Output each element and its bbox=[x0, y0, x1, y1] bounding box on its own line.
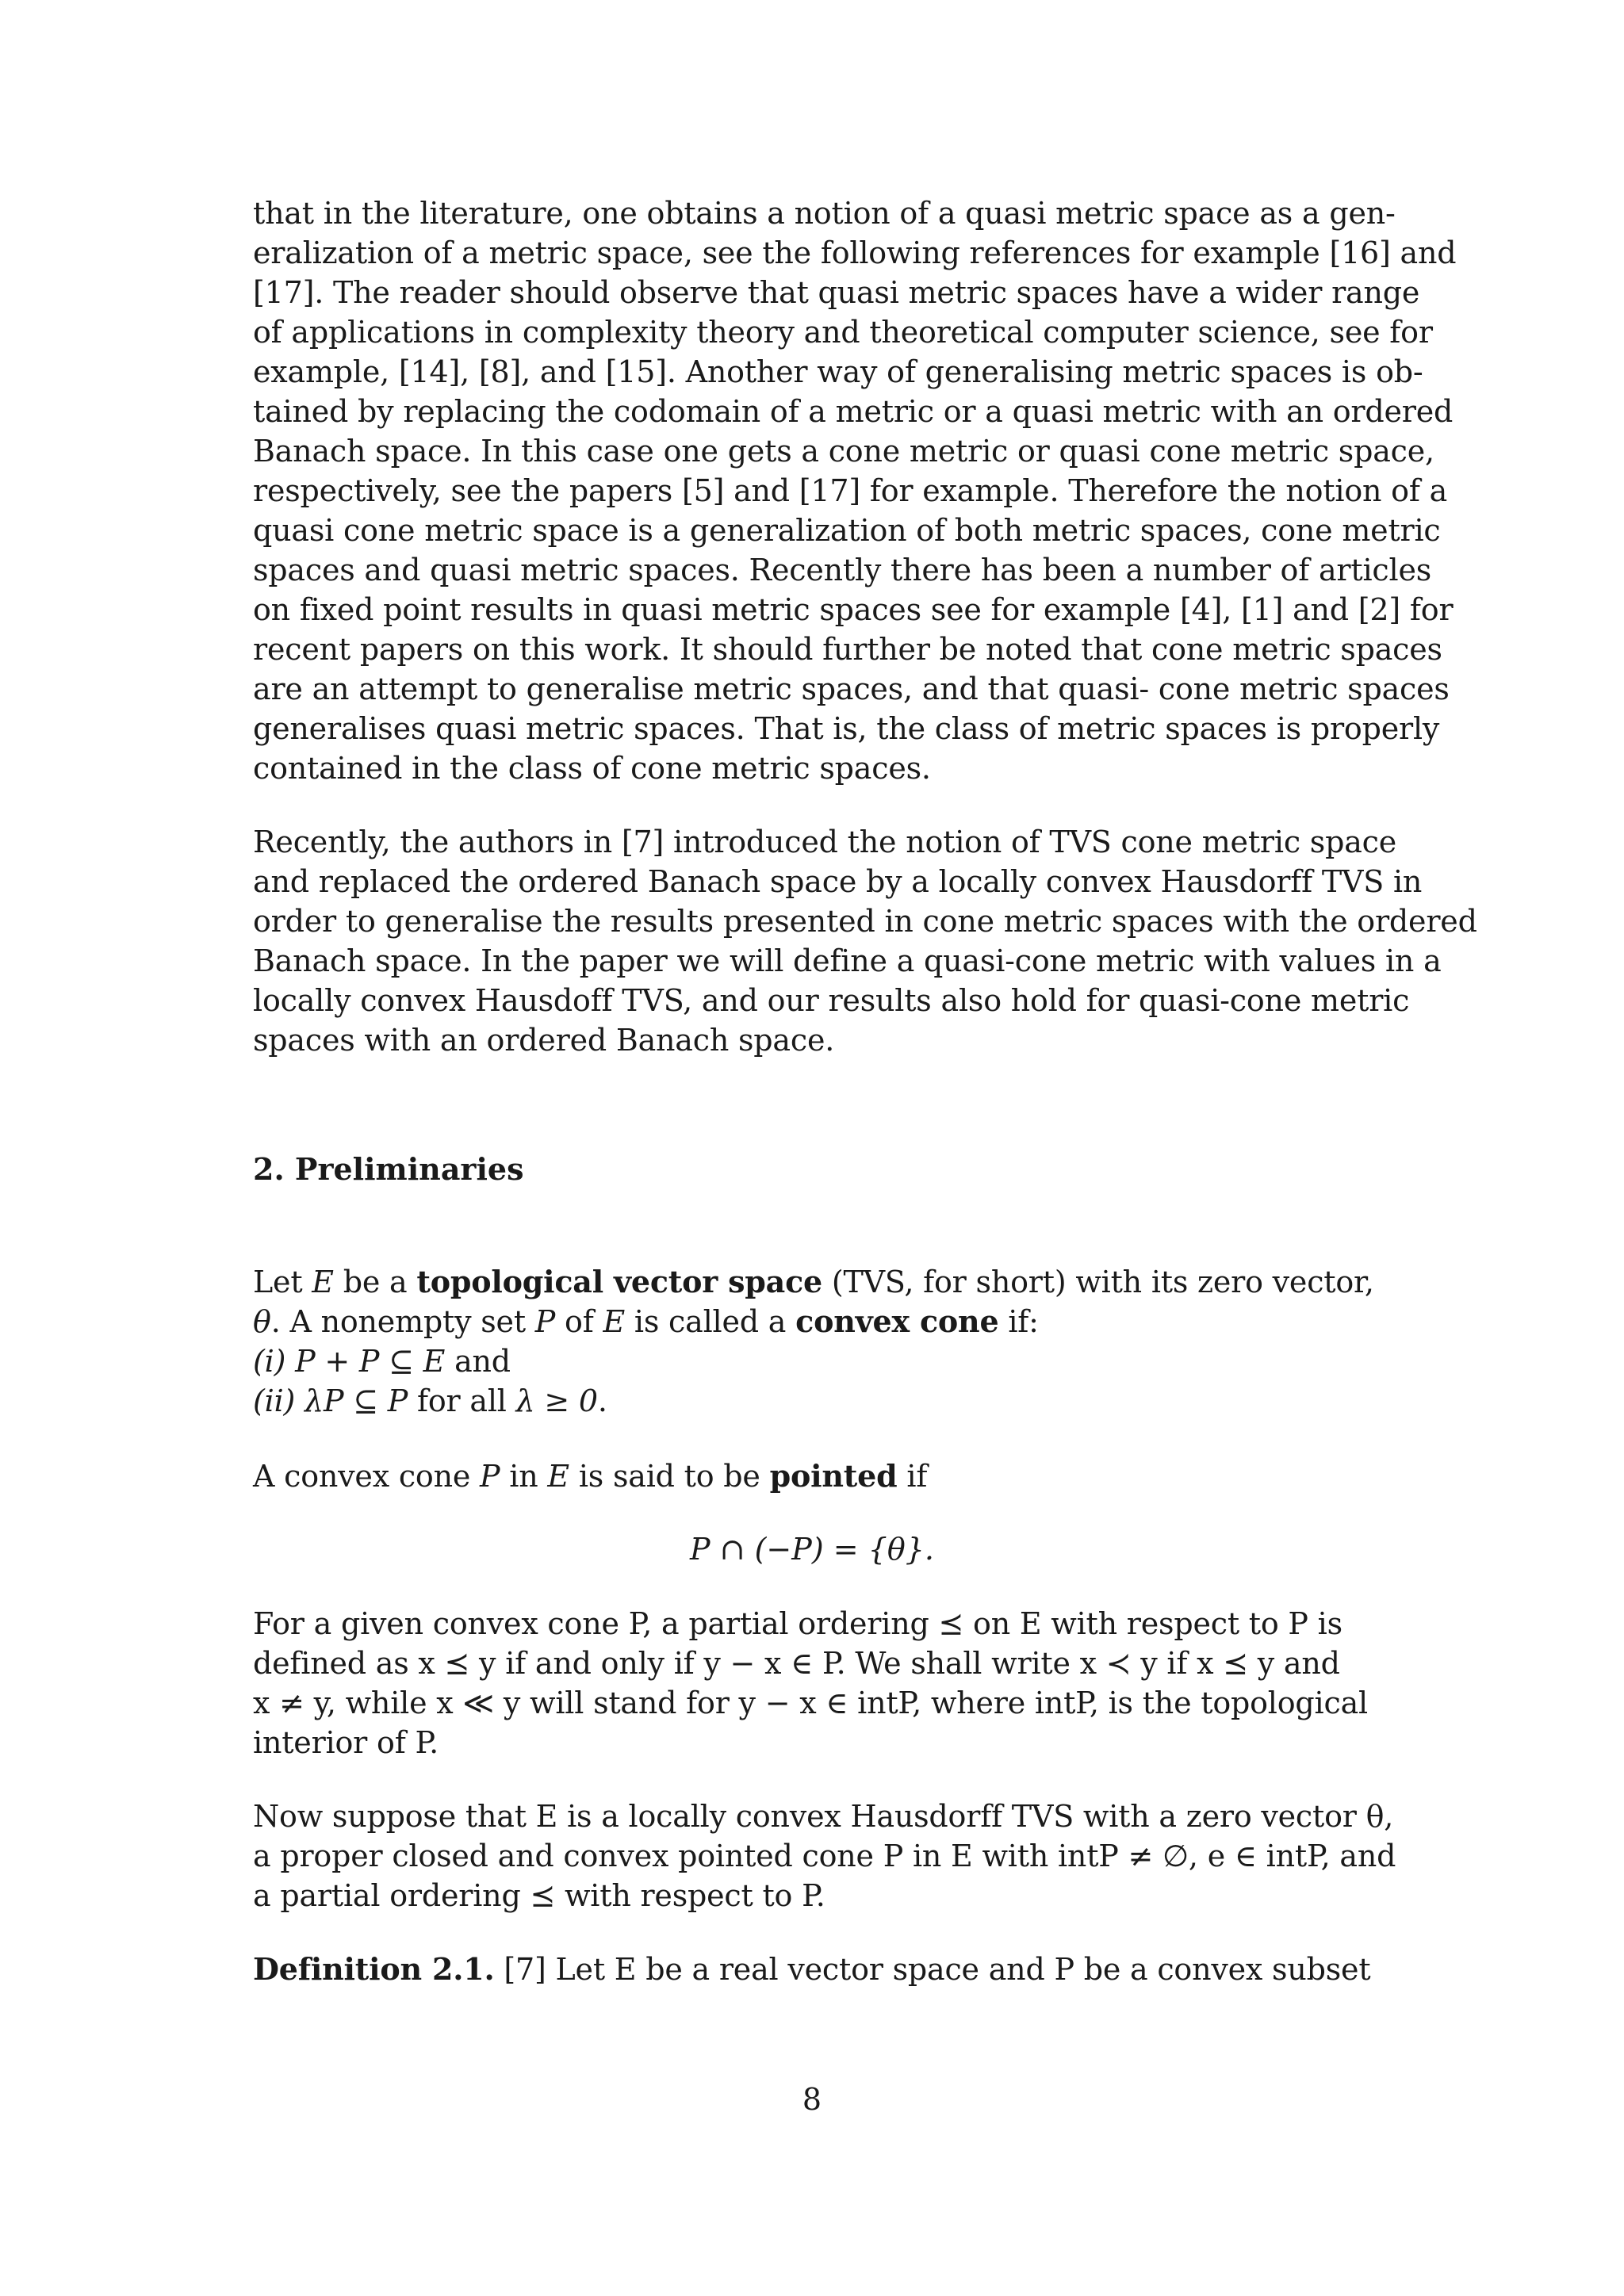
math-var: P bbox=[534, 1304, 556, 1339]
text: be a bbox=[333, 1265, 417, 1299]
text: and bbox=[445, 1344, 511, 1379]
text-line: and replaced the ordered Banach space by a locally convex Hausdorff TVS in bbox=[253, 864, 1423, 899]
text-line: Banach space. In this case one gets a cone metric or quasi cone metric space, bbox=[253, 434, 1434, 469]
text-line bbox=[253, 1456, 1338, 1496]
math-expr: P + P ⊆ E bbox=[295, 1344, 446, 1379]
prelim-paragraph-ordering bbox=[253, 1604, 1369, 1762]
text-line: recent papers on this work. It should further be noted that cone metric spaces bbox=[253, 632, 1442, 667]
math-var: θ bbox=[253, 1304, 271, 1339]
definition-2-1 bbox=[253, 1950, 1371, 1989]
page-number: 8 bbox=[802, 2082, 822, 2117]
text-line: of applications in complexity theory and theoretical computer science, see for bbox=[253, 315, 1433, 350]
text: if bbox=[897, 1459, 928, 1494]
text-line bbox=[253, 1262, 1374, 1302]
math-var: E bbox=[312, 1265, 334, 1299]
text-line: spaces with an ordered Banach space. bbox=[253, 1023, 835, 1058]
text-line: quasi cone metric space is a generalization of both metric spaces, cone metric bbox=[253, 513, 1441, 548]
text-line: Banach space. In the paper we will define a quasi-cone metric with values in a bbox=[253, 943, 1442, 978]
text: of bbox=[555, 1304, 603, 1339]
text: (TVS, for short) with its zero vector, bbox=[822, 1265, 1374, 1299]
bold-term: topological vector space bbox=[416, 1264, 823, 1299]
text-line: defined as x ⪯ y if and only if y − x ∈ P. We shall write x ≺ y if x ⪯ y and bbox=[253, 1646, 1340, 1681]
text: Let bbox=[253, 1265, 312, 1299]
text-line bbox=[253, 1381, 1338, 1421]
text: . bbox=[597, 1383, 607, 1418]
text-line: are an attempt to generalise metric spaces, and that quasi- cone metric spaces bbox=[253, 672, 1450, 706]
text: if: bbox=[998, 1304, 1039, 1339]
prelim-paragraph-tvs bbox=[253, 1262, 1374, 1421]
text-line bbox=[253, 1950, 1371, 1989]
text-line: respectively, see the papers [5] and [17] for example. Therefore the notion of a bbox=[253, 473, 1448, 508]
text-line: generalises quasi metric spaces. That is, the class of metric spaces is properly bbox=[253, 711, 1440, 746]
text-line: contained in the class of cone metric spaces. bbox=[253, 751, 931, 786]
text: is said to be bbox=[569, 1459, 770, 1494]
definition-label: Definition 2.1. bbox=[253, 1951, 495, 1987]
text-line: spaces and quasi metric spaces. Recently there has been a number of articles bbox=[253, 553, 1432, 587]
text-line: For a given convex cone P, a partial ordering ⪯ on E with respect to P is bbox=[253, 1606, 1342, 1641]
text-line: a proper closed and convex pointed cone P in E with intP ≠ ∅, e ∈ intP, and bbox=[253, 1839, 1396, 1873]
text-line: tained by replacing the codomain of a metric or a quasi metric with an ordered bbox=[253, 394, 1454, 429]
text-line: [17]. The reader should observe that quasi metric spaces have a wider range bbox=[253, 275, 1420, 310]
text-line: Recently, the authors in [7] introduced the notion of TVS cone metric space bbox=[253, 825, 1397, 859]
text-line: a partial ordering ⪯ with respect to P. bbox=[253, 1878, 825, 1913]
text: [7] Let E be a real vector space and P be a convex subset bbox=[494, 1952, 1371, 1987]
text-line: order to generalise the results presented in cone metric spaces with the ordered bbox=[253, 904, 1477, 939]
text-line: interior of P. bbox=[253, 1725, 439, 1760]
text: for all bbox=[408, 1383, 516, 1418]
text-line bbox=[253, 1302, 1338, 1341]
text-line: example, [14], [8], and [15]. Another way of generalising metric spaces is ob- bbox=[253, 354, 1423, 389]
math-var: E bbox=[603, 1304, 626, 1339]
prelim-paragraph-hausdorff bbox=[253, 1797, 1396, 1915]
text-line: locally convex Hausdoff TVS, and our results also hold for quasi-cone metric bbox=[253, 983, 1410, 1018]
text-line: Now suppose that E is a locally convex Hausdorff TVS with a zero vector θ, bbox=[253, 1799, 1394, 1834]
text: is called a bbox=[625, 1304, 796, 1339]
text-line: that in the literature, one obtains a notion of a quasi metric space as a gen- bbox=[253, 196, 1396, 231]
text: A convex cone bbox=[253, 1459, 481, 1494]
math-expr: λ ≥ 0 bbox=[515, 1383, 598, 1418]
text: . A nonempty set bbox=[270, 1304, 535, 1339]
display-equation: P ∩ (−P) = {θ}. bbox=[690, 1532, 934, 1567]
text-line: eralization of a metric space, see the following references for example [16] and bbox=[253, 235, 1457, 270]
item-label: (i) bbox=[253, 1344, 286, 1379]
text: in bbox=[500, 1459, 548, 1494]
text-line: on fixed point results in quasi metric spaces see for example [4], [1] and [2] for bbox=[253, 592, 1454, 627]
intro-paragraph-2 bbox=[253, 822, 1477, 1060]
text-line bbox=[253, 1341, 1338, 1381]
text-line: x ≠ y, while x ≪ y will stand for y − x ∈ intP, where intP, is the topological bbox=[253, 1686, 1369, 1720]
prelim-paragraph-pointed bbox=[253, 1456, 1338, 1496]
section-heading: 2. Preliminaries bbox=[253, 1151, 524, 1187]
math-var: P bbox=[480, 1459, 500, 1494]
bold-term: convex cone bbox=[795, 1303, 999, 1339]
math-var: E bbox=[547, 1459, 569, 1494]
math-expr: λP ⊆ P bbox=[304, 1383, 408, 1418]
bold-term: pointed bbox=[769, 1458, 898, 1494]
item-label: (ii) bbox=[253, 1383, 296, 1418]
intro-paragraph-1 bbox=[253, 193, 1457, 788]
